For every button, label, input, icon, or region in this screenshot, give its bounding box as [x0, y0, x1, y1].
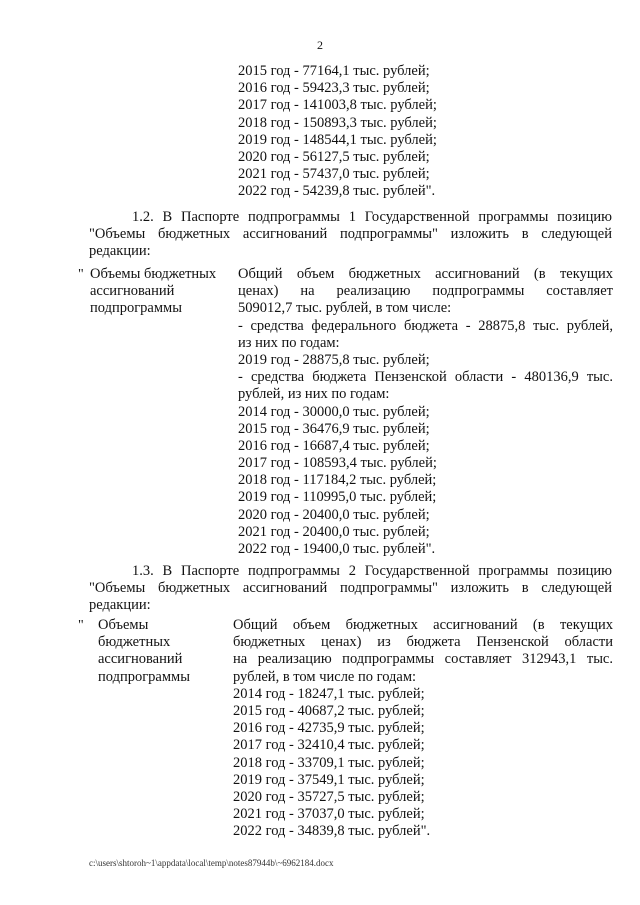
paragraph-line: 1.3. В Паспорте подпрограммы 2 Государственной программы позицию: [132, 563, 612, 579]
content-line: 2018 год - 33709,1 тыс. рублей;: [233, 754, 425, 771]
paragraph-line: 1.2. В Паспорте подпрограммы 1 Государственной программы позицию: [132, 209, 612, 225]
list-item: 2018 год - 150893,3 тыс. рублей;: [238, 114, 437, 131]
section-1-3-content: [233, 617, 613, 840]
content-line: 509012,7 тыс. рублей, в том числе:: [238, 300, 452, 317]
label-line: подпрограммы: [98, 668, 190, 685]
section-1-3-label: [98, 617, 190, 686]
content-line: 2022 год - 34839,8 тыс. рублей".: [233, 823, 431, 840]
content-line: Общий объем бюджетных ассигнований (в текущих: [238, 266, 613, 282]
list-item: 2021 год - 57437,0 тыс. рублей;: [238, 166, 430, 183]
paragraph-line: "Объемы бюджетных ассигнований подпрограммы" изложить в следующей: [89, 226, 612, 243]
content-line: - средства бюджета Пензенской области - 480136,9 тыс.: [238, 369, 613, 386]
content-line: 2021 год - 20400,0 тыс. рублей;: [238, 523, 430, 540]
content-line: Общий объем бюджетных ассигнований (в текущих: [233, 617, 613, 633]
top-year-list: [238, 63, 437, 201]
content-line: ценах) на реализацию подпрограммы составляет: [238, 283, 613, 300]
label-line: Объемы: [98, 617, 149, 633]
section-1-2-intro: [89, 209, 612, 261]
list-item: 2022 год - 54239,8 тыс. рублей".: [238, 183, 436, 200]
content-line: 2016 год - 42735,9 тыс. рублей;: [233, 720, 425, 737]
content-line: рублей, в том числе по годам:: [233, 668, 417, 685]
label-line: Объемы бюджетных: [90, 266, 217, 282]
content-line: бюджетных ценах) из бюджета Пензенской области: [233, 634, 613, 651]
opening-quote-mark: ": [78, 618, 84, 633]
opening-quote-mark: ": [78, 267, 84, 282]
content-line: рублей, из них по годам:: [238, 386, 390, 403]
content-line: 2019 год - 37549,1 тыс. рублей;: [233, 771, 425, 788]
content-line: 2017 год - 108593,4 тыс. рублей;: [238, 455, 437, 472]
content-line: 2020 год - 35727,5 тыс. рублей;: [233, 788, 425, 805]
label-line: ассигнований: [98, 651, 183, 668]
content-line: из них по годам:: [238, 334, 340, 351]
list-item: 2016 год - 59423,3 тыс. рублей;: [238, 80, 430, 97]
content-line: 2022 год - 19400,0 тыс. рублей".: [238, 541, 436, 557]
list-item: 2020 год - 56127,5 тыс. рублей;: [238, 148, 430, 165]
content-line: - средства федерального бюджета - 28875,8 тыс. рублей,: [238, 317, 613, 334]
label-line: бюджетных: [98, 634, 171, 651]
content-line: 2016 год - 16687,4 тыс. рублей;: [238, 437, 430, 454]
content-line: 2019 год - 110995,0 тыс. рублей;: [238, 489, 437, 506]
content-line: 2014 год - 18247,1 тыс. рублей;: [233, 685, 425, 702]
content-line: 2021 год - 37037,0 тыс. рублей;: [233, 806, 425, 823]
section-1-2-label: [90, 266, 216, 318]
content-line: 2017 год - 32410,4 тыс. рублей;: [233, 737, 425, 754]
paragraph-line: "Объемы бюджетных ассигнований подпрограммы" изложить в следующей: [89, 580, 612, 597]
content-line: 2015 год - 40687,2 тыс. рублей;: [233, 702, 425, 719]
content-line: на реализацию подпрограммы составляет 312943,1 тыс.: [233, 651, 613, 668]
content-line: 2015 год - 36476,9 тыс. рублей;: [238, 420, 430, 437]
paragraph-line: редакции:: [89, 597, 151, 614]
section-1-2-content: [238, 266, 613, 558]
section-1-3-intro: [89, 563, 612, 615]
content-line: 2019 год - 28875,8 тыс. рублей;: [238, 351, 430, 368]
list-item: 2015 год - 77164,1 тыс. рублей;: [238, 63, 430, 79]
content-line: 2014 год - 30000,0 тыс. рублей;: [238, 403, 430, 420]
label-line: подпрограммы: [90, 300, 182, 317]
content-line: 2018 год - 117184,2 тыс. рублей;: [238, 472, 437, 489]
page-number: 2: [317, 38, 323, 52]
paragraph-line: редакции:: [89, 243, 151, 260]
content-line: 2020 год - 20400,0 тыс. рублей;: [238, 506, 430, 523]
label-line: ассигнований: [90, 283, 175, 300]
file-path-footer: c:\users\shtoroh~1\appdata\local\temp\notes87944b\~6962184.docx: [89, 858, 334, 868]
list-item: 2017 год - 141003,8 тыс. рублей;: [238, 97, 437, 114]
list-item: 2019 год - 148544,1 тыс. рублей;: [238, 131, 437, 148]
